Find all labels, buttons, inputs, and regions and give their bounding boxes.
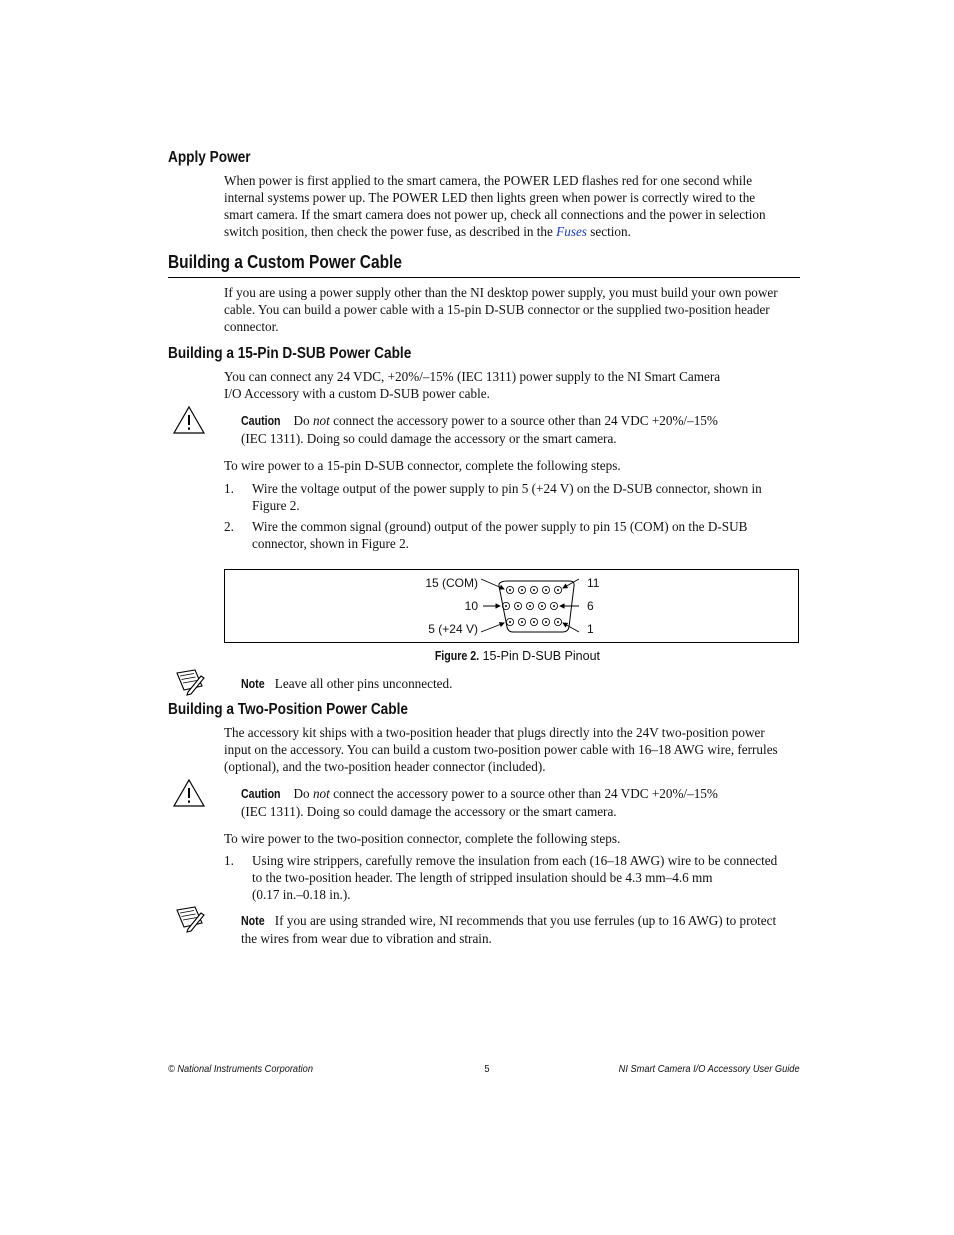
footer-copyright: © National Instruments Corporation: [168, 1063, 313, 1075]
heading-dsub-cable: Building a 15-Pin D-SUB Power Cable: [168, 345, 412, 362]
caution-block: [241, 412, 801, 447]
note-text: If you are using stranded wire, NI recommends that you use ferrules (up to 16 AWG) to protect: [274, 913, 777, 928]
text-line: Figure 2.: [252, 498, 300, 513]
text-line: input on the accessory. You can build a custom two-position power cable with 16–18 AWG wire, ferrules: [224, 742, 778, 757]
step-2: [252, 518, 802, 552]
figure-number: Figure 2.: [434, 649, 480, 663]
figure-caption: [427, 649, 600, 663]
text-line: (IEC 1311). Doing so could damage the accessory or the smart camera.: [241, 804, 617, 819]
text-line: (optional), and the two-position header connector (included).: [224, 759, 546, 774]
step-number: 1.: [224, 481, 234, 496]
text-line: smart camera. If the smart camera does not power up, check all connections and the power in selection: [224, 207, 766, 222]
text-line: When power is first applied to the smart camera, the POWER LED flashes red for one second while: [224, 173, 753, 188]
note-text: Leave all other pins unconnected.: [274, 676, 453, 691]
pin-label-5: 5 (+24 V): [428, 622, 478, 636]
text-span: connect the accessory power to a source other than 24 VDC +20%/–15%: [329, 786, 718, 801]
note-icon: [174, 668, 206, 696]
text-line: [241, 785, 801, 803]
caution-label: Caution: [241, 414, 281, 428]
caution-icon: [172, 405, 206, 435]
text-line: the wires from wear due to vibration and strain.: [241, 931, 492, 946]
text-line: [241, 912, 803, 930]
text-line: Using wire strippers, carefully remove the insulation from each (16–18 AWG) wire to be connected: [252, 853, 778, 868]
apply-power-paragraph: [224, 172, 804, 240]
footer-doc-title: NI Smart Camera I/O Accessory User Guide: [619, 1063, 800, 1075]
text-line: (IEC 1311). Doing so could damage the accessory or the smart camera.: [241, 431, 617, 446]
step-1: [252, 480, 802, 514]
text-span: connect the accessory power to a source other than 24 VDC +20%/–15%: [329, 413, 718, 428]
heading-apply-power: Apply Power: [168, 149, 251, 166]
text-line: Wire the common signal (ground) output of the power supply to pin 15 (COM) on the D-SUB: [252, 519, 748, 534]
pin-label-1: 1: [587, 622, 594, 636]
text-span: switch position, then check the power fuse, as described in the: [224, 224, 557, 239]
text-span: Do: [293, 786, 313, 801]
text-line: cable. You can build a power cable with a 15-pin D-SUB connector or the supplied two-position header: [224, 302, 770, 317]
section-rule: [168, 277, 800, 278]
custom-cable-paragraph: [224, 284, 804, 335]
text-line: internal systems power up. The POWER LED then lights green when power is correctly wired to the: [224, 190, 756, 205]
text-line: I/O Accessory with a custom D-SUB power cable.: [224, 386, 490, 401]
pin-label-10: 10: [464, 599, 478, 613]
note-block: [241, 675, 452, 693]
note-label: Note: [241, 677, 265, 691]
figure-title: 15-Pin D-SUB Pinout: [482, 649, 600, 663]
caution-label: Caution: [241, 787, 281, 801]
text-line: (0.17 in.–0.18 in.).: [252, 887, 351, 902]
fuses-link[interactable]: Fuses: [556, 224, 587, 239]
text-line: The accessory kit ships with a two-position header that plugs directly into the 24V two-position power: [224, 725, 765, 740]
text-span: Do: [293, 413, 313, 428]
heading-two-position-cable: Building a Two-Position Power Cable: [168, 701, 408, 718]
note-label: Note: [241, 914, 265, 928]
pin-label-11: 11: [587, 576, 600, 590]
text-line: [241, 412, 801, 430]
pin-label-15: 15 (COM): [425, 576, 478, 590]
text-line: If you are using a power supply other than the NI desktop power supply, you must build your own power: [224, 285, 778, 300]
footer-page-number: 5: [484, 1063, 490, 1075]
text-line: connector, shown in Figure 2.: [252, 536, 409, 551]
caution-icon: [172, 778, 206, 808]
dsub-paragraph: [224, 368, 804, 402]
step-number: 1.: [224, 853, 234, 868]
two-position-paragraph: [224, 724, 804, 775]
text-line: You can connect any 24 VDC, +20%/–15% (IEC 1311) power supply to the NI Smart Camera: [224, 369, 721, 384]
steps-intro: To wire power to the two-position connector, complete the following steps.: [224, 831, 621, 846]
pin-label-6: 6: [587, 599, 594, 613]
steps-intro: To wire power to a 15-pin D-SUB connector, complete the following steps.: [224, 458, 621, 473]
text-line: Wire the voltage output of the power supply to pin 5 (+24 V) on the D-SUB connector, shown in: [252, 481, 762, 496]
text-line: connector.: [224, 319, 279, 334]
note-block: [241, 912, 803, 947]
caution-block: [241, 785, 801, 820]
text-line: to the two-position header. The length of stripped insulation should be 4.3 mm–4.6 mm: [252, 870, 713, 885]
heading-custom-power-cable: Building a Custom Power Cable: [168, 252, 402, 272]
step-1: [252, 852, 802, 903]
figure-dsub-pinout: [224, 569, 799, 643]
emphasis: not: [312, 786, 330, 801]
note-icon: [174, 905, 206, 933]
text-span: section.: [586, 224, 631, 239]
emphasis: not: [312, 413, 330, 428]
dsub-connector-diagram: [475, 576, 585, 638]
text-line: [224, 223, 804, 240]
step-number: 2.: [224, 519, 234, 534]
